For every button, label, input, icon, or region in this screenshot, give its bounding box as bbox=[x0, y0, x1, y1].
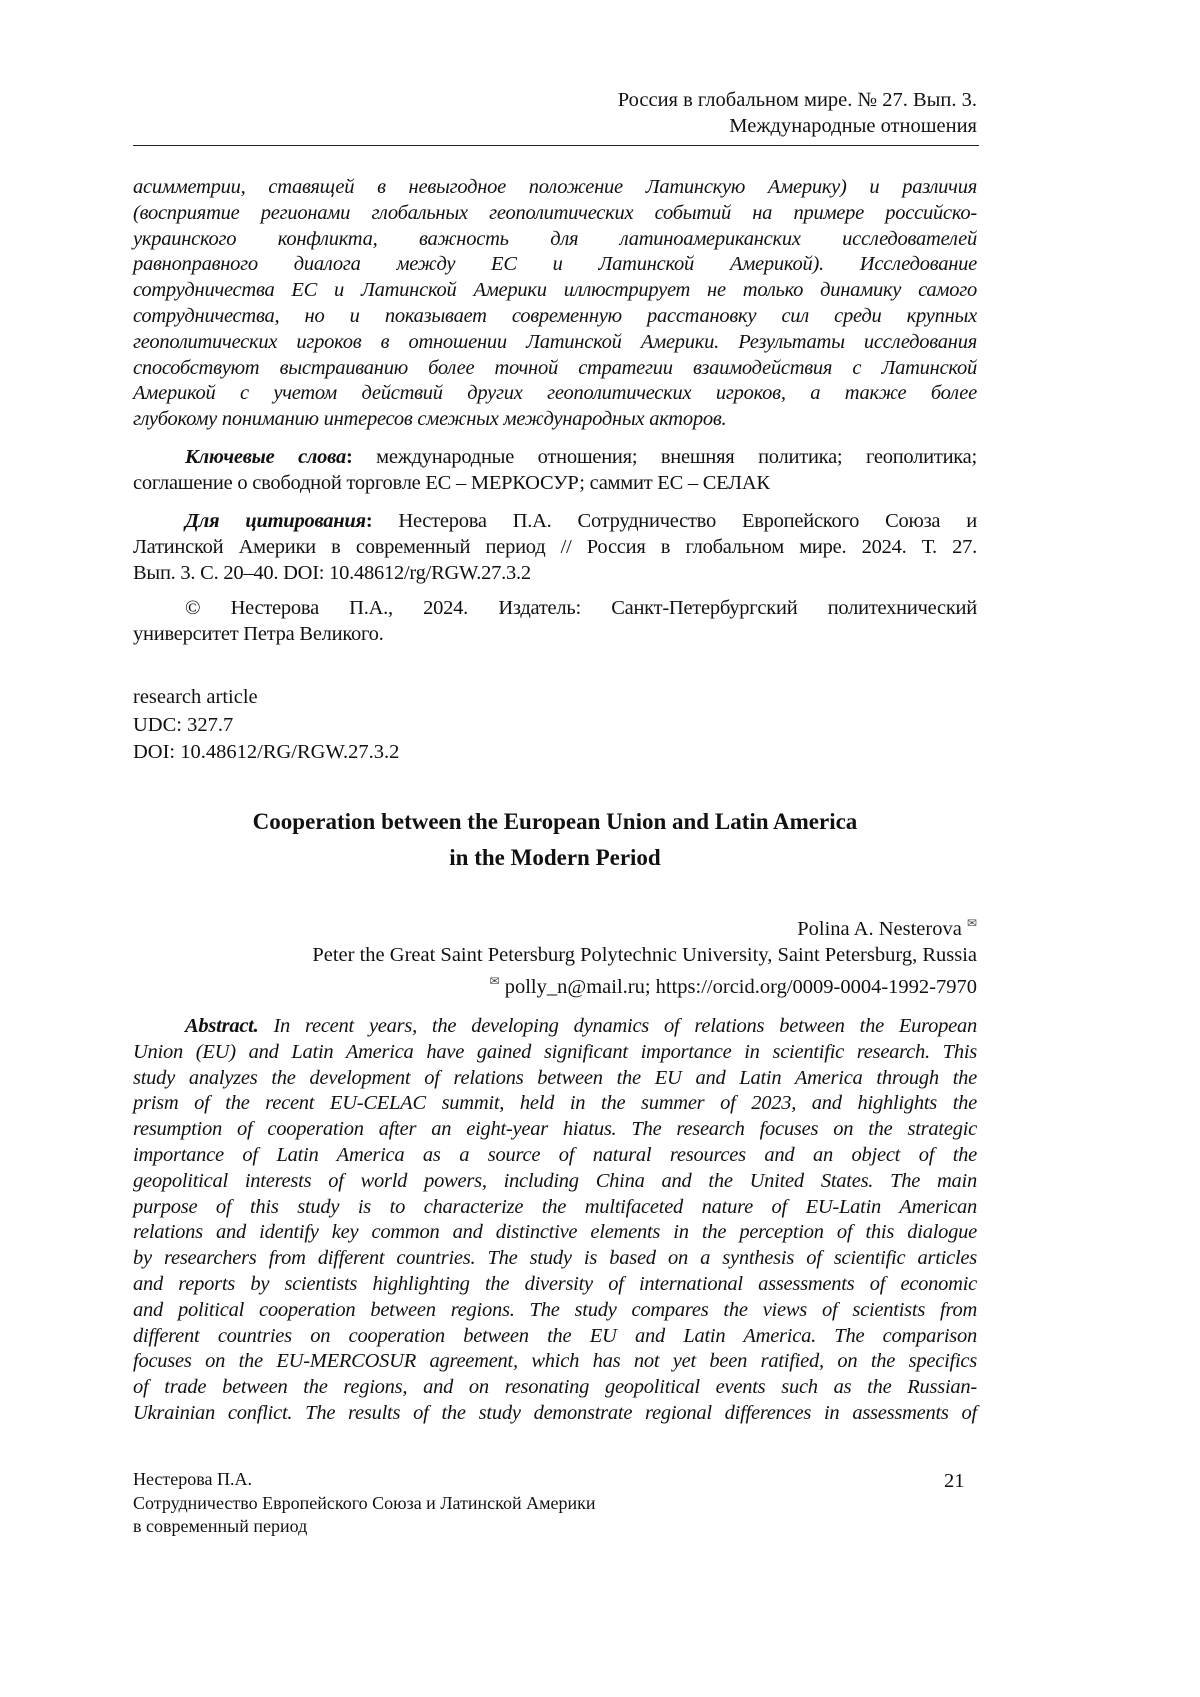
text-line bbox=[133, 1169, 977, 1195]
text-line bbox=[133, 535, 977, 561]
paragraph-lead: Ключевые слова bbox=[185, 446, 346, 468]
line-text: геополитических игроков в отношении Латинской Америки. Результаты исследования bbox=[133, 331, 977, 353]
text-line bbox=[133, 201, 977, 227]
line-text: (восприятие регионами глобальных геополитических событий на примере российско- bbox=[133, 202, 977, 224]
line-text: асимметрии, ставящей в невыгодное положение Латинскую Америку) и различия bbox=[133, 176, 977, 198]
line-text: Ukrainian conflict. The results of the study demonstrate regional differences in assessments of bbox=[133, 1402, 977, 1424]
running-header bbox=[133, 87, 977, 139]
line-text: Нестерова П.А. Сотрудничество Европейского Союза и bbox=[372, 510, 977, 532]
line-text: study analyzes the development of relations between the EU and Latin America through the bbox=[133, 1067, 977, 1089]
line-text: resumption of cooperation after an eight-year hiatus. The research focuses on the strategic bbox=[133, 1118, 977, 1140]
text-line bbox=[133, 1324, 977, 1350]
line-text: of trade between the regions, and on resonating geopolitical events such as the Russian- bbox=[133, 1376, 977, 1398]
paragraph-lead: Для цитирования bbox=[185, 510, 366, 532]
text-line bbox=[133, 1040, 977, 1066]
text-line bbox=[133, 1195, 977, 1221]
text-line bbox=[133, 1091, 977, 1117]
line-text: Union (EU) and Latin America have gained significant importance in scientific research. This bbox=[133, 1041, 977, 1063]
text-line bbox=[133, 1401, 977, 1427]
text-line bbox=[133, 407, 977, 433]
line-text: равноправного диалога между ЕС и Латинской Америкой). Исследование bbox=[133, 253, 977, 275]
line-text: In recent years, the developing dynamics of relations between the European bbox=[259, 1015, 978, 1037]
copyright-paragraph bbox=[133, 596, 977, 648]
line-text: focuses on the EU-MERCOSUR agreement, which has not yet been ratified, on the specifics bbox=[133, 1350, 977, 1372]
text-line bbox=[133, 252, 977, 278]
text-line bbox=[133, 1246, 977, 1272]
page-number: 21 bbox=[944, 1470, 965, 1493]
text-line bbox=[133, 622, 977, 648]
text-line bbox=[133, 175, 977, 201]
ru-abstract-tail bbox=[133, 175, 977, 433]
text-line bbox=[133, 1014, 977, 1040]
line-text: © Нестерова П.А., 2024. Издатель: Санкт-Петербургский политехнический bbox=[185, 597, 977, 619]
text-line bbox=[133, 1143, 977, 1169]
running-footer bbox=[133, 1468, 596, 1539]
line-text: университет Петра Великого. bbox=[133, 623, 384, 645]
section-title: Международные отношения bbox=[133, 113, 977, 139]
line-text: Вып. 3. С. 20–40. DOI: 10.48612/rg/RGW.27.3.2 bbox=[133, 562, 531, 584]
line-text: and political cooperation between regions. The study compares the views of scientists from bbox=[133, 1299, 977, 1321]
text-line bbox=[133, 1220, 977, 1246]
footer-author: Нестерова П.А. bbox=[133, 1468, 596, 1492]
footer-title-2: в современный период bbox=[133, 1515, 596, 1539]
text-line bbox=[133, 471, 977, 497]
text-line bbox=[133, 1298, 977, 1324]
line-text: глубокому пониманию интересов смежных международных акторов. bbox=[133, 408, 726, 430]
text-line bbox=[133, 1117, 977, 1143]
text-line bbox=[133, 278, 977, 304]
line-text: Латинской Америки в современный период // Россия в глобальном мире. 2024. Т. 27. bbox=[133, 536, 977, 558]
article-type: research article bbox=[133, 684, 399, 712]
title-line-1: Cooperation between the European Union and Latin America bbox=[133, 804, 977, 840]
envelope-icon: ✉ bbox=[490, 974, 500, 988]
text-line bbox=[133, 381, 977, 407]
text-line bbox=[133, 356, 977, 382]
line-text: and reports by scientists highlighting the diversity of international assessments of economic bbox=[133, 1273, 977, 1295]
line-text: relations and identify key common and distinctive elements in the perception of this dialogue bbox=[133, 1221, 977, 1243]
udc: UDC: 327.7 bbox=[133, 712, 399, 740]
line-text: соглашение о свободной торговле ЕС – МЕРКОСУР; саммит ЕС – СЕЛАК bbox=[133, 472, 770, 494]
doi: DOI: 10.48612/RG/RGW.27.3.2 bbox=[133, 739, 399, 767]
author-contact[interactable]: polly_n@mail.ru; https://orcid.org/0009-0004-1992-7970 bbox=[505, 976, 977, 998]
line-text: importance of Latin America as a source of natural resources and an object of the bbox=[133, 1144, 977, 1166]
author-affiliation: Peter the Great Saint Petersburg Polytechnic University, Saint Petersburg, Russia bbox=[133, 942, 977, 968]
line-text: международные отношения; внешняя политика; геополитика; bbox=[353, 446, 977, 468]
text-line bbox=[133, 1066, 977, 1092]
text-line bbox=[133, 445, 977, 471]
text-line bbox=[133, 561, 977, 587]
article-meta bbox=[133, 684, 399, 767]
title-line-2: in the Modern Period bbox=[133, 840, 977, 876]
line-text: сотрудничества ЕС и Латинской Америки иллюстрирует не только динамику самого bbox=[133, 279, 977, 301]
line-text: by researchers from different countries. The study is based on a synthesis of scientific articles bbox=[133, 1247, 977, 1269]
text-line bbox=[133, 1349, 977, 1375]
line-text: geopolitical interests of world powers, including China and the United States. The main bbox=[133, 1170, 977, 1192]
text-line bbox=[133, 330, 977, 356]
header-rule bbox=[133, 145, 979, 146]
text-line bbox=[133, 509, 977, 535]
keywords-paragraph bbox=[133, 445, 977, 497]
journal-title: Россия в глобальном мире. № 27. Вып. 3. bbox=[133, 87, 977, 113]
line-text: prism of the recent EU-CELAC summit, held in the summer of 2023, and highlights the bbox=[133, 1092, 977, 1114]
line-text: сотрудничества, но и показывает современную расстановку сил среди крупных bbox=[133, 305, 977, 327]
abstract-paragraph bbox=[133, 1014, 977, 1427]
paragraph-lead: Abstract. bbox=[185, 1015, 259, 1037]
line-text: способствуют выстраиванию более точной стратегии взаимодействия с Латинской bbox=[133, 357, 977, 379]
line-text: Америкой с учетом действий других геополитических игроков, а также более bbox=[133, 382, 977, 404]
article-title bbox=[133, 804, 977, 876]
line-text: different countries on cooperation between the EU and Latin America. The comparison bbox=[133, 1325, 977, 1347]
author-block bbox=[133, 910, 977, 1000]
text-line bbox=[133, 596, 977, 622]
citation-paragraph bbox=[133, 509, 977, 586]
author-name: Polina A. Nesterova bbox=[797, 918, 962, 940]
text-line bbox=[133, 227, 977, 253]
text-line bbox=[133, 1375, 977, 1401]
lead-colon: : bbox=[366, 510, 373, 532]
lead-colon: : bbox=[346, 446, 353, 468]
envelope-icon: ✉ bbox=[967, 916, 977, 930]
footer-title-1: Сотрудничество Европейского Союза и Латинской Америки bbox=[133, 1492, 596, 1516]
line-text: украинского конфликта, важность для латиноамериканских исследователей bbox=[133, 228, 977, 250]
line-text: purpose of this study is to characterize the multifaceted nature of EU-Latin American bbox=[133, 1196, 977, 1218]
text-line bbox=[133, 304, 977, 330]
text-line bbox=[133, 1272, 977, 1298]
